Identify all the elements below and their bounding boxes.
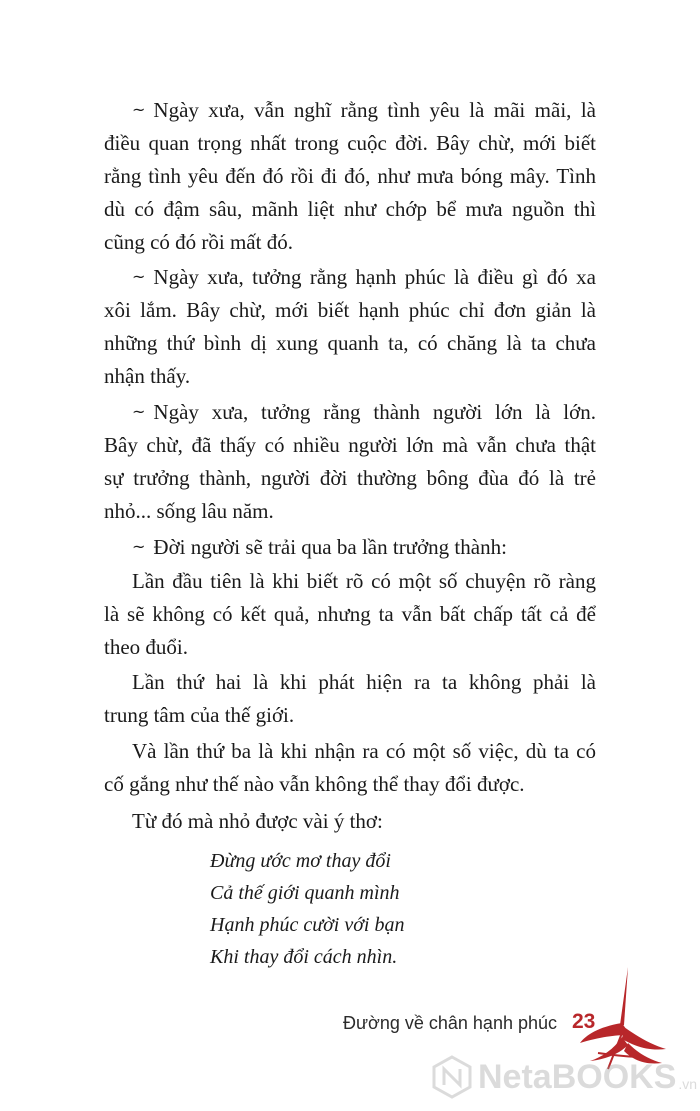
paragraph-3 bbox=[104, 395, 596, 528]
paragraph-line: theo đuổi. bbox=[104, 635, 188, 659]
tilde-bullet-icon: ~ bbox=[132, 537, 146, 556]
paragraph-line: ~ Đời người sẽ trải qua ba lần trưởng thành: bbox=[104, 530, 596, 564]
paragraph-line: dù có đậm sâu, mãnh liệt như chớp bể mưa nguồn thì bbox=[104, 197, 596, 221]
paragraph-8 bbox=[104, 805, 596, 838]
poem-stanza bbox=[210, 845, 404, 973]
paragraph-line: điều quan trọng nhất trong cuộc đời. Bây chừ, mới biết bbox=[104, 131, 596, 155]
paragraph-line: cố gắng như thế nào vẫn không thể thay đổi được. bbox=[104, 772, 525, 796]
paragraph-line: xôi lắm. Bây chừ, mới biết hạnh phúc chỉ đơn giản là bbox=[104, 298, 596, 322]
paragraph-line: những thứ bình dị xung quanh ta, có chăng là ta chưa bbox=[104, 331, 596, 355]
paragraph-line: nhỏ... sống lâu năm. bbox=[104, 499, 274, 523]
paragraph-line: sự trưởng thành, người đời thường bông đùa đó là trẻ bbox=[104, 466, 596, 490]
poem-line: Khi thay đổi cách nhìn. bbox=[210, 946, 398, 968]
paragraph-7 bbox=[104, 735, 596, 801]
poem-line: Đừng ước mơ thay đổi bbox=[210, 850, 391, 872]
paragraph-line: nhận thấy. bbox=[104, 364, 191, 388]
paragraph-line: Lần thứ hai là khi phát hiện ra ta không phải là bbox=[132, 670, 596, 694]
paragraph-line: cũng có đó rồi mất đó. bbox=[104, 230, 293, 254]
running-footer-book-title: Đường về chân hạnh phúc bbox=[343, 1013, 557, 1033]
paragraph-line: Bây chừ, đã thấy có nhiều người lớn mà vẫn chưa thật bbox=[104, 433, 596, 457]
paragraph-line: ~ Ngày xưa, tưởng rằng hạnh phúc là điều gì đó xa bbox=[104, 260, 596, 294]
poem-line: Hạnh phúc cười với bạn bbox=[210, 914, 405, 936]
netabooks-logo-icon bbox=[432, 1055, 472, 1099]
paragraph-line: là sẽ không có kết quả, nhưng ta vẫn bất chấp tất cả để bbox=[104, 602, 596, 626]
poem-line: Cả thế giới quanh mình bbox=[210, 882, 400, 904]
tilde-bullet-icon: ~ bbox=[132, 402, 146, 421]
paragraph-line: trung tâm của thế giới. bbox=[104, 703, 295, 727]
paragraph-2 bbox=[104, 260, 596, 393]
paragraph-line: Lần đầu tiên là khi biết rõ có một số chuyện rõ ràng bbox=[132, 569, 596, 593]
paragraph-4 bbox=[104, 530, 596, 564]
page-number: 23 bbox=[572, 1010, 596, 1033]
watermark-suffix: .vn bbox=[678, 1076, 698, 1092]
watermark-text: NetaBOOKS bbox=[478, 1057, 677, 1096]
paragraph-line: ~ Ngày xưa, tưởng rằng thành người lớn là lớn. bbox=[104, 395, 596, 429]
paragraph-6 bbox=[104, 666, 596, 732]
paragraph-line: Từ đó mà nhỏ được vài ý thơ: bbox=[132, 809, 383, 833]
paragraph-line: rằng tình yêu đến đó rồi đi đó, như mưa bóng mây. Tình bbox=[104, 164, 596, 188]
netabooks-watermark bbox=[432, 1052, 697, 1102]
paragraph-line: Và lần thứ ba là khi nhận ra có một số việc, dù ta có bbox=[132, 739, 596, 763]
paragraph-1 bbox=[104, 93, 596, 259]
tilde-bullet-icon: ~ bbox=[132, 267, 146, 286]
tilde-bullet-icon: ~ bbox=[132, 100, 146, 119]
paragraph-5 bbox=[104, 565, 596, 664]
paragraph-line: ~ Ngày xưa, vẫn nghĩ rằng tình yêu là mãi mãi, là bbox=[104, 93, 596, 127]
